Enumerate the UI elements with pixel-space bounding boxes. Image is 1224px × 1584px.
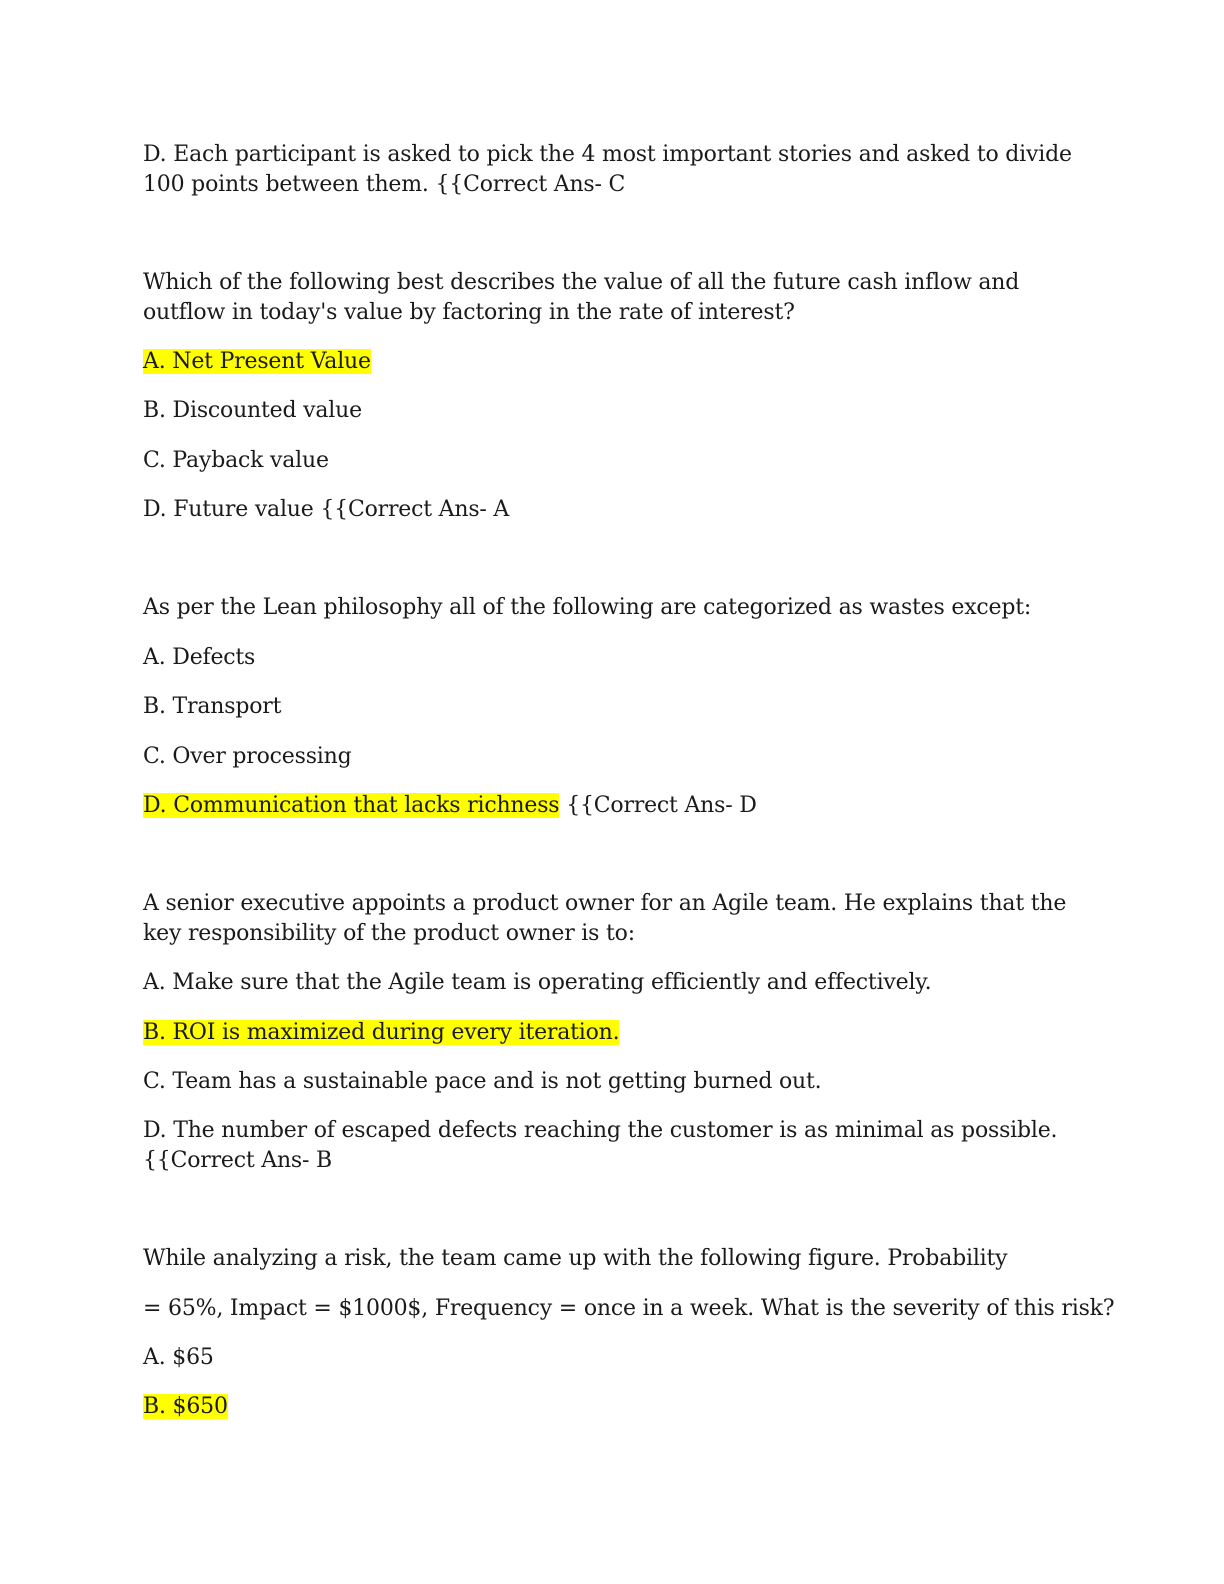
q3-option-b xyxy=(143,1018,1073,1048)
q2-option-d-answer: {{Correct Ans- D xyxy=(559,793,757,818)
q1-option-d: D. Future value {{Correct Ans- A xyxy=(143,497,510,522)
q1-question-line1: Which of the following best describes the value of all the future cash inflow and xyxy=(143,270,1020,295)
q2-option-d xyxy=(143,791,1073,821)
q0-option-d-line2: 100 points between them. {{Correct Ans- C xyxy=(143,172,626,197)
q3-question-line2: key responsibility of the product owner is to: xyxy=(143,921,635,946)
q3-option-d-line1: D. The number of escaped defects reaching the customer is as minimal as possible. xyxy=(143,1118,1058,1143)
q4-option-b-highlight: B. $650 xyxy=(143,1394,228,1419)
q1-option-a xyxy=(143,347,1073,377)
q1-question-line2: outflow in today's value by factoring in the rate of interest? xyxy=(143,300,795,325)
q3-option-a: A. Make sure that the Agile team is operating efficiently and effectively. xyxy=(143,970,932,995)
q1-option-c: C. Payback value xyxy=(143,448,329,473)
q3-option-b-highlight: B. ROI is maximized during every iteration. xyxy=(143,1020,620,1045)
q1-option-a-highlight: A. Net Present Value xyxy=(143,349,371,374)
q2-option-b: B. Transport xyxy=(143,694,282,719)
q3-option-d-line2: {{Correct Ans- B xyxy=(143,1148,333,1173)
q4-option-a: A. $65 xyxy=(143,1345,214,1370)
q3-question-line1: A senior executive appoints a product owner for an Agile team. He explains that the xyxy=(143,891,1067,916)
q2-question: As per the Lean philosophy all of the following are categorized as wastes except: xyxy=(143,595,1032,620)
q4-question-line2: = 65%, Impact = $1000$, Frequency = once in a week. What is the severity of this risk? xyxy=(143,1296,1115,1321)
q0-option-d-line1: D. Each participant is asked to pick the 4 most important stories and asked to divide xyxy=(143,142,1072,167)
q2-option-a: A. Defects xyxy=(143,645,256,670)
q1-option-b: B. Discounted value xyxy=(143,398,362,423)
q4-question-line1: While analyzing a risk, the team came up with the following figure. Probability xyxy=(143,1246,1008,1271)
q2-option-c: C. Over processing xyxy=(143,744,352,769)
q4-option-b xyxy=(143,1392,1073,1422)
q3-option-c: C. Team has a sustainable pace and is not getting burned out. xyxy=(143,1069,822,1094)
q2-option-d-highlight: D. Communication that lacks richness xyxy=(143,793,560,818)
